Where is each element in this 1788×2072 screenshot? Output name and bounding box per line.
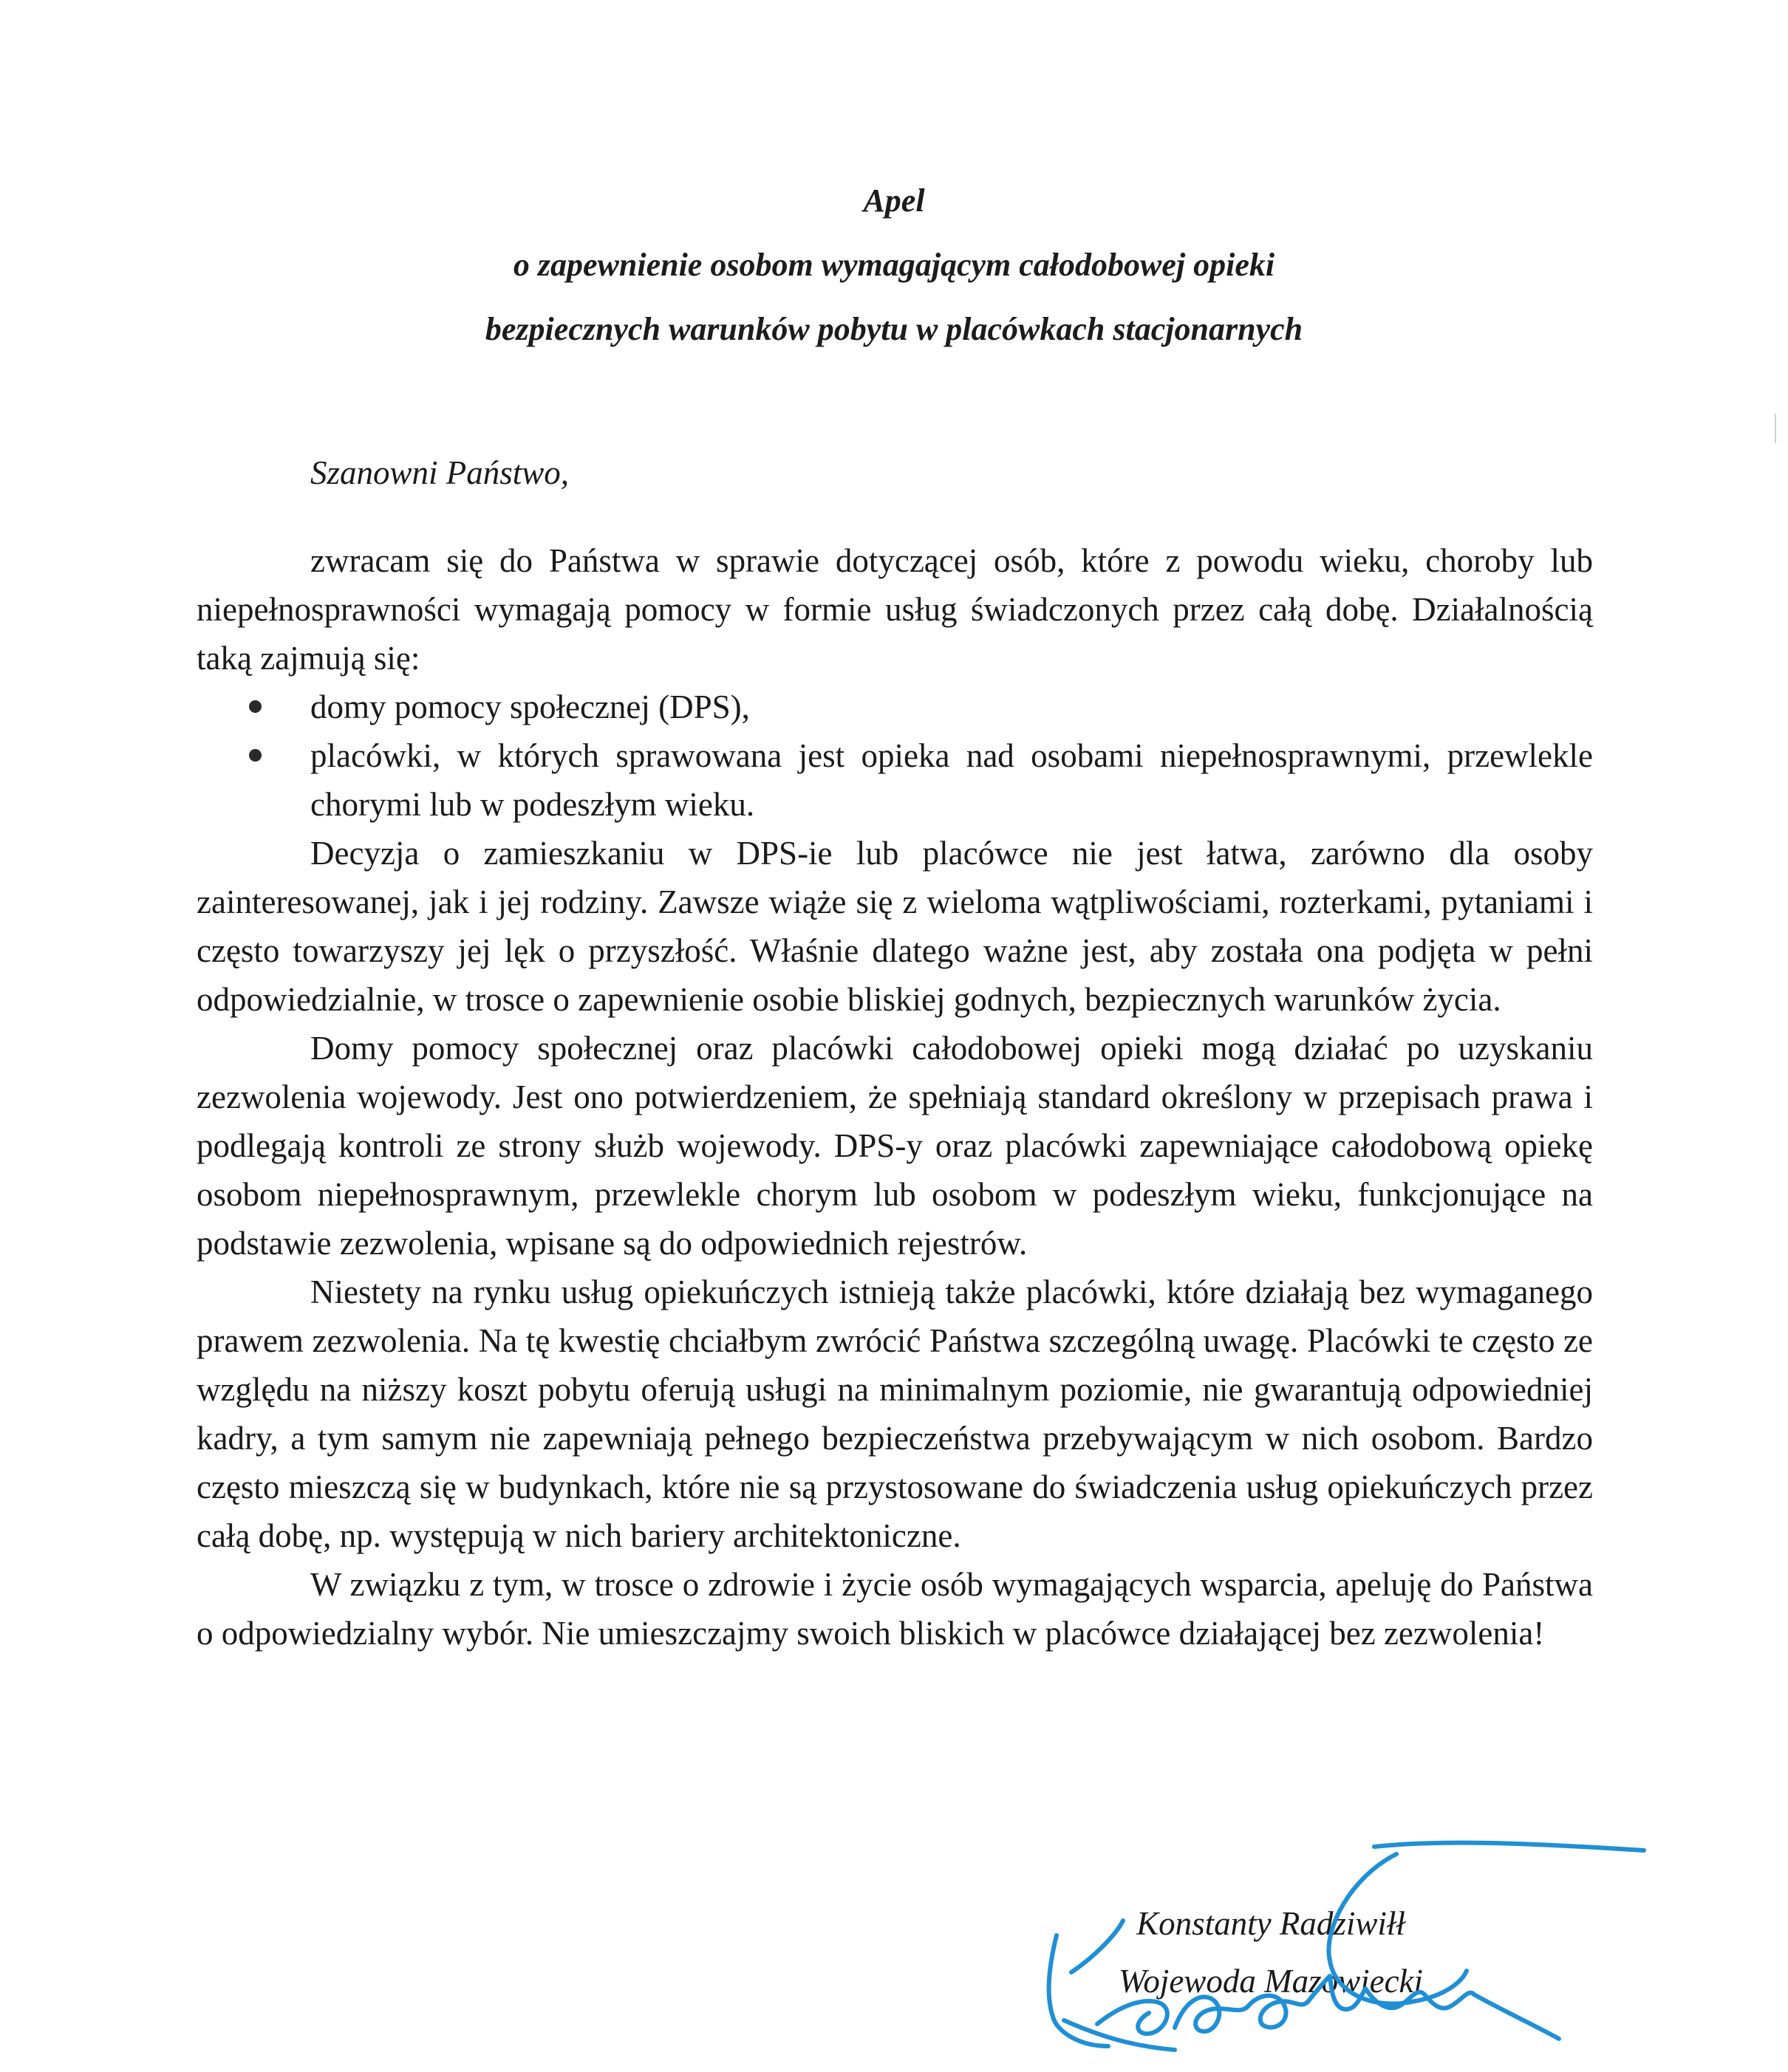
greeting: Szanowni Państwo, (310, 454, 570, 491)
paragraph-decision: Decyzja o zamieszkaniu w DPS-ie lub placówce nie jest łatwa, zarówno dla osoby zainteresowanej, jak i jej rodziny. Zawsze wiąże się z wieloma wątpliwościami, rozterkami, pytaniami i często towarzyszy jej lęk o przyszłość. Właśnie dlatego ważne jest, aby została ona podjęta w pełni odpowiedzialnie, w trosce o zapewnienie osobie bliskiej godnych, bezpiecznych warunków życia. (197, 835, 1593, 1018)
title-line-2: o zapewnienie osobom wymagającym całodobowej opieki (513, 247, 1275, 283)
appeal-title (192, 168, 1596, 361)
bullet-icon (249, 700, 262, 713)
list-item-text: domy pomocy społecznej (DPS), (310, 688, 750, 725)
signature-stroke (1474, 1994, 1559, 2039)
paragraph-appeal: W związku z tym, w trosce o zdrowie i życie osób wymagających wsparcia, apeluję do Państwa o odpowiedzialny wybór. Nie umieszczajmy swoich bliskich w placówce działającej bez zezwolenia! (197, 1566, 1593, 1652)
letter-body (197, 536, 1593, 1658)
list-item (310, 683, 1593, 731)
bullet-icon (249, 749, 262, 762)
signature-block (1064, 1895, 1478, 2010)
list-item (310, 731, 1593, 829)
list-item-text: placówki, w których sprawowana jest opieka nad osobami niepełnosprawnymi, przewlekle chorymi lub w podeszłym wieku. (310, 737, 1593, 823)
paragraph-permits: Domy pomocy społecznej oraz placówki całodobowej opieki mogą działać po uzyskaniu zezwolenia wojewody. Jest ono potwierdzeniem, że spełniają standard określony w przepisach prawa i podlegają kontroli ze strony służb wojewody. DPS-y oraz placówki zapewniające całodobową opiekę osobom niepełnosprawnym, przewlekle chorym lub osobom w podeszłym wieku, funkcjonujące na podstawie zezwolenia, wpisane są do odpowiednich rejestrów. (197, 1030, 1593, 1262)
scan-edge-mark (1775, 414, 1776, 443)
signatory-title: Wojewoda Mazowiecki (1118, 1963, 1424, 2000)
title-line-3: bezpiecznych warunków pobytu w placówkach stacjonarnych (485, 311, 1303, 347)
signatory-name: Konstanty Radziwiłł (1136, 1905, 1405, 1942)
institution-list (197, 683, 1593, 829)
signature-stroke (1064, 2020, 1175, 2050)
signature-stroke (1374, 1843, 1644, 1850)
intro-paragraph: zwracam się do Państwa w sprawie dotyczącej osób, które z powodu wieku, choroby lub niepełnosprawności wymagają pomocy w formie usług świadczonych przez całą dobę. Działalnością taką zajmują się: (197, 542, 1593, 677)
paragraph-unlicensed: Niestety na rynku usług opiekuńczych istnieją także placówki, które działają bez wymaganego prawem zezwolenia. Na tę kwestię chciałbym zwrócić Państwa szczególną uwagę. Placówki te często ze względu na niższy koszt pobytu oferują usługi na minimalnym poziomie, nie gwarantują odpowiedniej kadry, a tym samym nie zapewniają pełnego bezpieczeństwa przebywającym w nich osobom. Bardzo często mieszczą się w budynkach, które nie są przystosowane do świadczenia usług opiekuńczych przez całą dobę, np. występują w nich bariery architektoniczne. (197, 1273, 1593, 1554)
title-line-1: Apel (863, 182, 925, 219)
